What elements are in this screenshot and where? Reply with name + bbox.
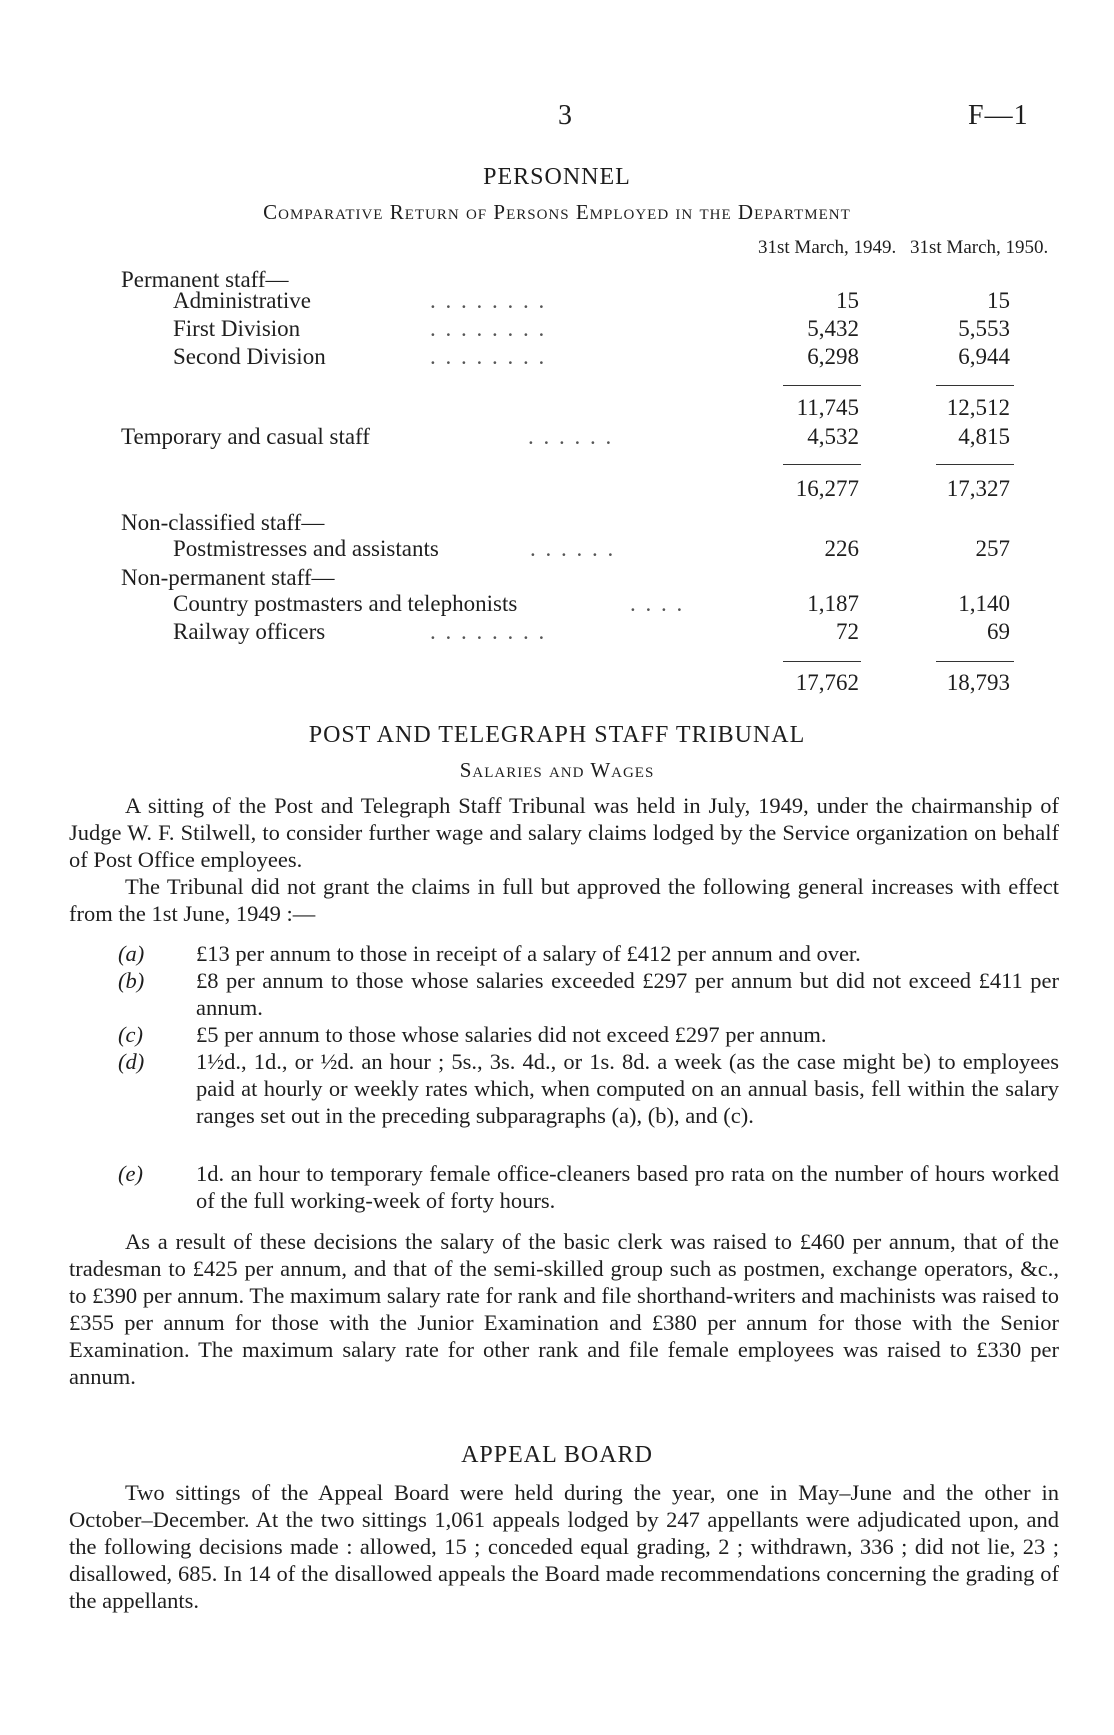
list-text: £8 per annum to those whose salaries exceeded £297 per annum but did not exceed £411 per annum. (196, 968, 1059, 1020)
rule (936, 385, 1014, 386)
value-1949: 1,187 (807, 591, 859, 616)
list-marker: (b) (118, 968, 145, 993)
value-1949: 15 (836, 288, 859, 313)
row-label: First Division (173, 316, 301, 341)
list-item (118, 967, 1059, 1021)
rule (783, 661, 861, 662)
value-1949: 72 (836, 619, 859, 644)
column-head-1950: 31st March, 1950. (910, 237, 1049, 258)
table-row-postmistresses (0, 536, 1114, 564)
table-row-railway-officers (0, 619, 1114, 647)
appeal-board-heading: APPEAL BOARD (461, 1442, 653, 1468)
row-label: Postmistresses and assistants (173, 536, 439, 561)
list-item (118, 940, 1059, 967)
leader-dots: . . . . . . . . (430, 288, 547, 313)
value-1950: 1,140 (958, 591, 1010, 616)
value-1950: 69 (987, 619, 1010, 644)
table-row-country-postmasters (0, 591, 1114, 619)
nonclassified-label: Non-classified staff— (121, 510, 325, 535)
list-text: £5 per annum to those whose salaries did not exceed £297 per annum. (196, 1022, 827, 1047)
value-1950: 4,815 (958, 424, 1010, 449)
tribunal-subheading: Salaries and Wages (459, 758, 655, 782)
leader-dots: . . . . (630, 591, 685, 616)
table-row-first-division (0, 316, 1114, 344)
value-1950: 15 (987, 288, 1010, 313)
tribunal-paragraph-1: A sitting of the Post and Telegraph Staff Tribunal was held in July, 1949, under the chairmanship of Judge W. F. Stilwell, to consider further wage and salary claims lodged by the Service organization on behalf of Post Office employees. (69, 793, 1059, 872)
table-row-administrative (0, 288, 1114, 316)
tribunal-paragraph-3: As a result of these decisions the salary of the basic clerk was raised to £460 per annum, that of the tradesman to £425 per annum, and that of the semi-skilled group such as postmen, exchange operators, &c., to £390 per annum. The maximum salary rate for rank and file shorthand-writers and machinists was raised to £355 per annum for those with the Junior Examination and £380 per annum for those with the Senior Examination. The maximum salary rate for other rank and file female employees was raised to £330 per annum. (69, 1229, 1059, 1389)
nonpermanent-label: Non-permanent staff— (121, 565, 335, 590)
column-head-1949: 31st March, 1949. (758, 237, 897, 258)
table-row-total (0, 670, 1114, 698)
rule (783, 385, 861, 386)
leader-dots: . . . . . . (528, 424, 614, 449)
leader-dots: . . . . . . . . (430, 344, 547, 369)
page-number: 3 (558, 100, 572, 131)
list-marker: (a) (118, 941, 145, 966)
row-label: Administrative (173, 288, 311, 313)
value-1949: 6,298 (807, 344, 859, 369)
row-label: Temporary and casual staff (121, 424, 370, 449)
value-1949: 11,745 (796, 395, 859, 420)
value-1950: 18,793 (946, 670, 1010, 695)
value-1949: 17,762 (795, 670, 859, 695)
value-1949: 16,277 (795, 476, 859, 501)
value-1950: 17,327 (946, 476, 1010, 501)
table-row-subtotal-permanent (0, 395, 1114, 423)
personnel-subheading: Comparative Return of Persons Employed in the Department (263, 200, 851, 224)
table-row-subtotal-temporary (0, 476, 1114, 504)
value-1949: 4,532 (807, 424, 859, 449)
row-label: Second Division (173, 344, 326, 369)
tribunal-paragraph-2: The Tribunal did not grant the claims in full but approved the following general increases with effect from the 1st June, 1949 :— (69, 874, 1059, 926)
rule (936, 661, 1014, 662)
appeal-board-paragraph: Two sittings of the Appeal Board were held during the year, one in May–June and the other in October–December. At the two sittings 1,061 appeals lodged by 247 appellants were adjudicated upon, and the following decisions made : allowed, 15 ; conceded equal grading, 2 ; withdrawn, 336 ; did not lie, 23 ; disallowed, 685. In 14 of the disallowed appeals the Board made recommendations concerning the grading of the appellants. (69, 1480, 1059, 1613)
list-item (118, 1160, 1059, 1214)
leader-dots: . . . . . . . . (430, 619, 547, 644)
value-1950: 257 (975, 536, 1010, 561)
document-code: F—1 (968, 100, 1029, 131)
tribunal-heading: POST AND TELEGRAPH STAFF TRIBUNAL (308, 722, 806, 748)
row-label: Railway officers (173, 619, 326, 644)
list-item (118, 1048, 1059, 1129)
permanent-staff-label: Permanent staff— (121, 267, 289, 292)
value-1950: 12,512 (946, 395, 1010, 420)
rule (783, 464, 861, 465)
value-1950: 5,553 (958, 316, 1010, 341)
list-text: 1½d., 1d., or ½d. an hour ; 5s., 3s. 4d., or 1s. 8d. a week (as the case might be) to employees paid at hourly or weekly rates which, when computed on an annual basis, fell within the salary ranges set out in the preceding subparagraphs (a), (b), and (c). (196, 1049, 1059, 1128)
value-1949: 5,432 (807, 316, 859, 341)
leader-dots: . . . . . . . . (430, 316, 547, 341)
personnel-heading: PERSONNEL (483, 164, 631, 190)
rule (936, 464, 1014, 465)
list-text: £13 per annum to those in receipt of a salary of £412 per annum and over. (196, 941, 861, 966)
list-marker: (e) (118, 1161, 143, 1186)
list-marker: (d) (118, 1049, 145, 1074)
table-row-second-division (0, 344, 1114, 372)
leader-dots: . . . . . . (530, 536, 616, 561)
table-row-temporary (0, 424, 1114, 452)
list-item (118, 1021, 1059, 1048)
list-marker: (c) (118, 1022, 143, 1047)
row-label: Country postmasters and telephonists (173, 591, 518, 616)
list-text: 1d. an hour to temporary female office-cleaners based pro rata on the number of hours worked of the full working-week of forty hours. (196, 1161, 1059, 1213)
value-1949: 226 (824, 536, 859, 561)
value-1950: 6,944 (958, 344, 1010, 369)
